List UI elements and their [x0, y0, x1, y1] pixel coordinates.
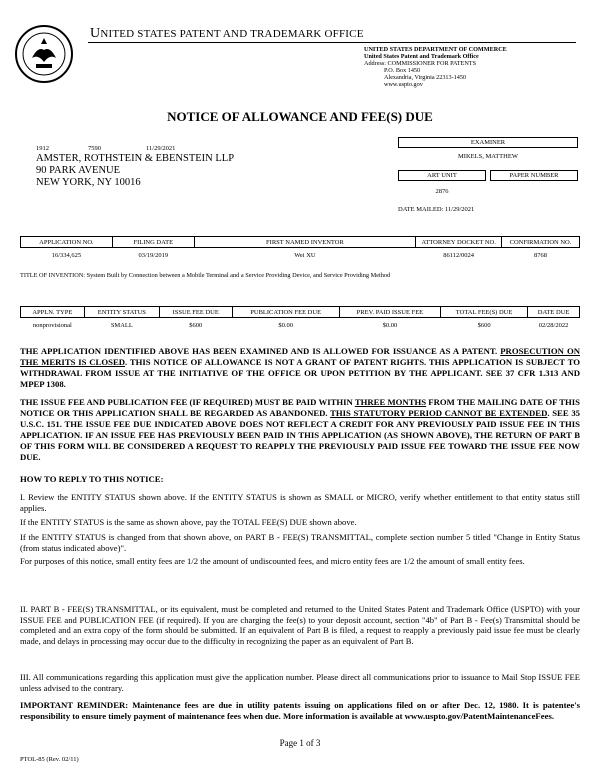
agency-name: UNITED STATES PATENT AND TRADEMARK OFFICE — [90, 26, 364, 41]
invention-title: TITLE OF INVENTION: System Built by Connection between a Mobile Terminal and a Service Providing Device, and Service Providing Method — [20, 272, 391, 279]
application-table — [20, 236, 580, 261]
correspondence-address — [36, 153, 234, 189]
department-block — [364, 46, 507, 88]
col-filing-date: FILING DATE — [112, 237, 194, 248]
how-to-reply-heading: HOW TO REPLY TO THIS NOTICE: — [20, 474, 164, 484]
confirmation-no: 8768 — [534, 251, 548, 259]
col-first-inventor: FIRST NAMED INVENTOR — [194, 237, 415, 248]
table-row — [21, 318, 580, 331]
col-confirmation-no: CONFIRMATION NO. — [502, 237, 580, 248]
docket-no: 86112/0024 — [443, 251, 475, 259]
firm-street: 90 PARK AVENUE — [36, 165, 121, 176]
publication-fee-due: $0.00 — [278, 321, 293, 329]
date-due: 02/28/2022 — [538, 321, 569, 329]
entity-status: SMALL — [110, 321, 133, 329]
col-publication-fee: PUBLICATION FEE DUE — [232, 307, 339, 318]
date-mailed: DATE MAILED: 11/29/2021 — [398, 206, 475, 213]
page-title: NOTICE OF ALLOWANCE AND FEE(S) DUE — [167, 109, 433, 124]
prev-paid-issue-fee: $0.00 — [382, 321, 398, 329]
appln-type: nonprovisional — [32, 321, 72, 329]
important-reminder: IMPORTANT REMINDER: Maintenance fees are due in utility patents issuing on applications filed on or after Dec. 12, 1980. It is patentee's responsibility to ensure timely payment of maintenance fees when due. More information is available at www.uspto.gov/PatentMaintenanceFees. — [20, 700, 580, 721]
first-inventor: Wei XU — [294, 251, 316, 259]
col-application-no: APPLICATION NO. — [21, 237, 113, 248]
application-no: 16/334,625 — [51, 251, 82, 259]
instruction-i-changed: If the ENTITY STATUS is changed from that shown above, on PART B - FEE(S) TRANSMITTAL, complete section number 5 titled "Change in Entity Status (from status indicated above)". — [20, 532, 580, 553]
examiner-name: MIKELS, MATTHEW — [458, 153, 518, 160]
issue-fee-due: $600 — [189, 321, 203, 329]
col-date-due: DATE DUE — [528, 307, 580, 318]
col-issue-fee: ISSUE FEE DUE — [159, 307, 232, 318]
firm-name: AMSTER, ROTHSTEIN & EBENSTEIN LLP — [36, 153, 235, 164]
fee-paragraph: THE ISSUE FEE AND PUBLICATION FEE (IF REQUIRED) MUST BE PAID WITHIN THREE MONTHS FROM THE MAILING DATE OF THIS NOTICE OR THIS APPLICATION SHALL BE REGARDED AS ABANDONED. THIS STATUTORY PERIOD CANNOT BE EXTENDED. SEE 35 U.S.C. 151. THE ISSUE FEE DUE INDICATED ABOVE DOES NOT REFLECT A CREDIT FOR ANY PREVIOUSLY PAID ISSUE FEE IN THIS APPLICATION. IF AN ISSUE FEE HAS PREVIOUSLY BEEN PAID IN THIS APPLICATION (AS SHOWN ABOVE), THE RETURN OF PART B OF THIS FORM WILL BE CONSIDERED A REQUEST TO REAPPLY THE PREVIOUSLY PAID ISSUE FEE TOWARD THE ISSUE FEE NOW DUE. — [20, 397, 581, 462]
dept-line-1: UNITED STATES DEPARTMENT OF COMMERCE — [364, 46, 507, 53]
address-line-4: www.uspto.gov — [384, 81, 423, 88]
col-appln-type: APPLN. TYPE — [21, 307, 85, 318]
col-total-fees: TOTAL FEE(S) DUE — [441, 307, 528, 318]
dept-line-2: United States Patent and Trademark Office — [364, 53, 479, 60]
firm-city: NEW YORK, NY 10016 — [36, 177, 141, 188]
table-row — [21, 248, 580, 261]
instruction-ii: II. PART B - FEE(S) TRANSMITTAL, or its equivalent, must be completed and returned to the United States Patent and Trademark Office (USPTO) with your ISSUE FEE and PUBLICATION FEE (if required). If you are charging the fee(s) to your deposit account, section "4b" of Part B - Fee(s) Transmittal should be completed and an extra copy of the form should be submitted. If an equivalent of Part B is filed, a request to reapply a previously paid issue fee must be clearly made, and delays in processing may occur due to the difficulty in recognizing the paper as an equivalent of Part B. — [20, 604, 580, 646]
instruction-i-fees: For purposes of this notice, small entity fees are 1/2 the amount of undiscounted fees, and micro entity fees are 1/2 the amount of small entity fees. — [20, 556, 525, 566]
address-line-1: Address: COMMISSIONER FOR PATENTS — [364, 60, 477, 67]
filing-date: 03/19/2019 — [138, 251, 169, 259]
col-docket-no: ATTORNEY DOCKET NO. — [416, 237, 502, 248]
address-line-3: Alexandria, Virginia 22313-1450 — [384, 74, 467, 81]
form-number: PTOL-85 (Rev. 02/11) — [20, 756, 79, 763]
address-line-2: P.O. Box 1450 — [384, 67, 421, 74]
instruction-i: I. Review the ENTITY STATUS shown above. If the ENTITY STATUS is shown as SMALL or MICRO, verify whether entitlement to that entity status still applies. — [20, 492, 580, 513]
page-number: Page 1 of 3 — [279, 738, 321, 748]
header-rule — [88, 42, 576, 43]
art-unit-label: ART UNIT — [398, 170, 486, 181]
examiner-label: EXAMINER — [398, 137, 578, 148]
uspto-seal-icon — [14, 24, 74, 84]
instruction-i-same: If the ENTITY STATUS is the same as shown above, pay the TOTAL FEE(S) DUE shown above. — [20, 517, 357, 527]
col-prev-paid: PREV. PAID ISSUE FEE — [339, 307, 440, 318]
total-fees-due: $600 — [477, 321, 491, 329]
instruction-iii: III. All communications regarding this application must give the application number. Please direct all communications prior to issuance to Mail Stop ISSUE FEE unless advised to the contrary. — [20, 672, 580, 693]
col-entity-status: ENTITY STATUS — [84, 307, 159, 318]
fee-table — [20, 306, 580, 331]
art-unit-value: 2876 — [435, 188, 449, 195]
allowance-paragraph: THE APPLICATION IDENTIFIED ABOVE HAS BEEN EXAMINED AND IS ALLOWED FOR ISSUANCE AS A PATENT. PROSECUTION ON THE MERITS IS CLOSED. THIS NOTICE OF ALLOWANCE IS NOT A GRANT OF PATENT RIGHTS. THIS APPLICATION IS SUBJECT TO WITHDRAWAL FROM ISSUE AT THE INITIATIVE OF THE OFFICE OR UPON PETITION BY THE APPLICANT. SEE 37 CFR 1.313 AND MPEP 1308. — [20, 346, 580, 389]
paper-number-label: PAPER NUMBER — [490, 170, 578, 181]
